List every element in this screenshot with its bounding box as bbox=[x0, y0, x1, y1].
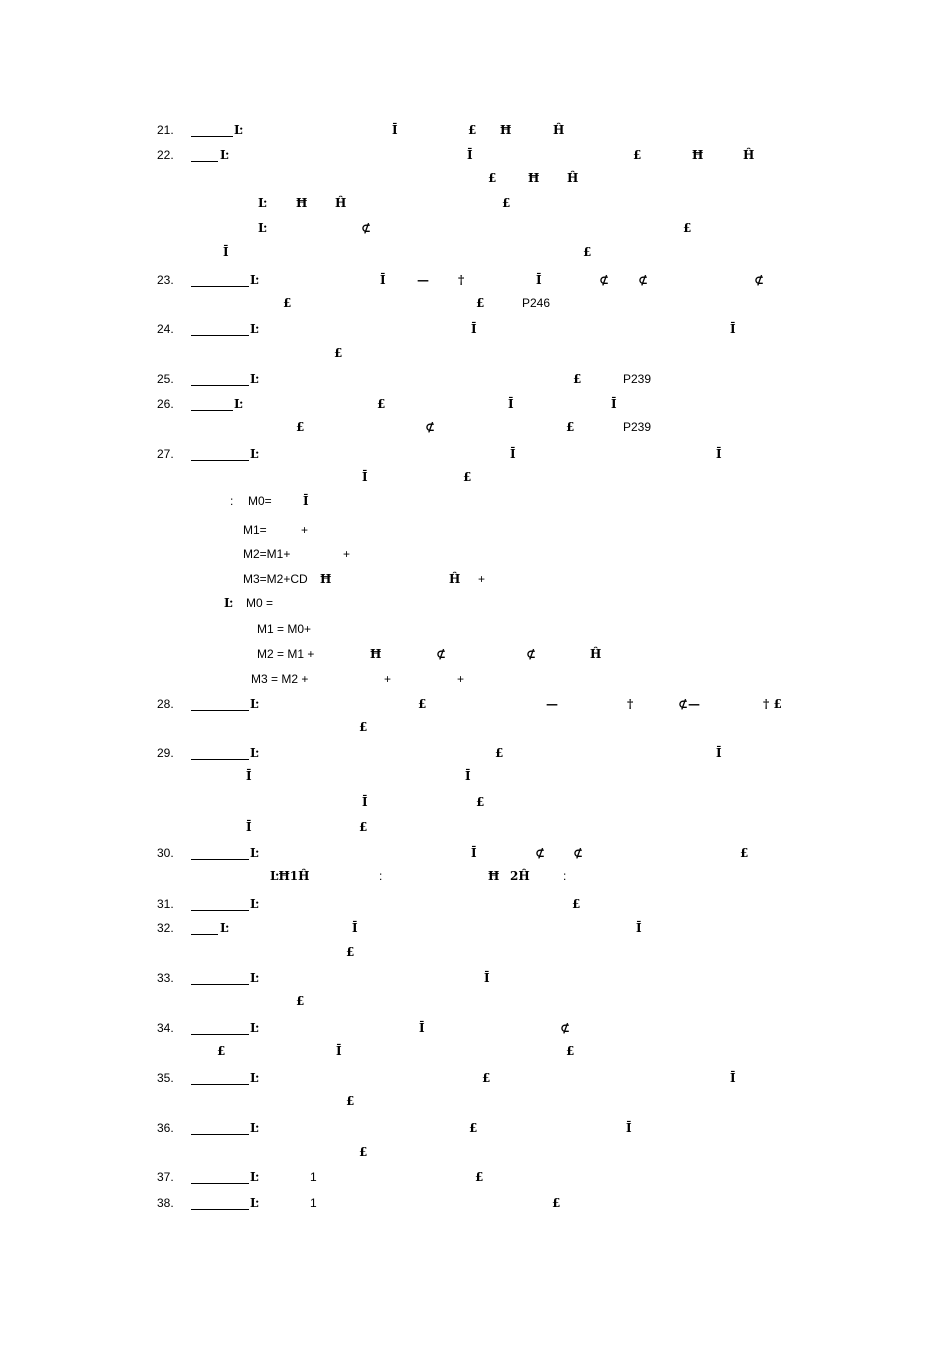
answer-blank bbox=[191, 910, 249, 911]
answer-blank bbox=[191, 759, 249, 760]
item-number: 27. bbox=[157, 447, 174, 461]
glyph: Ŀ bbox=[234, 123, 243, 137]
glyph: ĿĦ1Ĥ bbox=[270, 869, 310, 883]
glyph: Ĥ bbox=[567, 171, 579, 185]
glyph: Ħ bbox=[370, 647, 382, 661]
glyph: Ŀ bbox=[250, 1021, 259, 1035]
answer-blank bbox=[191, 410, 233, 411]
glyph: Ĥ bbox=[743, 148, 755, 162]
glyph: Ŀ bbox=[250, 697, 259, 711]
glyph: Ĥ bbox=[590, 647, 602, 661]
glyph: — bbox=[546, 697, 558, 711]
formula-text: + bbox=[457, 672, 465, 686]
glyph: Ī bbox=[419, 1021, 425, 1035]
formula-text: 1 bbox=[310, 1170, 317, 1184]
glyph: Ĥ bbox=[553, 123, 565, 137]
answer-blank bbox=[191, 934, 218, 935]
glyph: £ bbox=[334, 346, 343, 360]
glyph: Ŀ bbox=[250, 1196, 259, 1210]
item-number: 32. bbox=[157, 921, 174, 935]
item-number: 25. bbox=[157, 372, 174, 386]
glyph: Ħ bbox=[488, 869, 500, 883]
glyph: Ŀ bbox=[250, 1071, 259, 1085]
glyph: Ī bbox=[246, 769, 252, 783]
glyph: £ bbox=[475, 1170, 484, 1184]
glyph: Ŀ bbox=[250, 1121, 259, 1135]
glyph: Ī bbox=[303, 494, 309, 508]
formula-text: + bbox=[384, 672, 392, 686]
glyph: £ bbox=[502, 196, 511, 210]
formula-text: M3=M2+CD bbox=[243, 572, 308, 586]
glyph: — bbox=[417, 273, 429, 287]
glyph: ⊄ bbox=[573, 846, 584, 860]
formula-text: + bbox=[301, 523, 309, 537]
glyph: Ŀ bbox=[250, 1170, 259, 1184]
glyph: Ŀ bbox=[258, 196, 267, 210]
glyph: Ī bbox=[730, 322, 736, 336]
glyph: Ī bbox=[471, 846, 477, 860]
page-reference: P246 bbox=[522, 296, 551, 310]
glyph: £ bbox=[583, 245, 592, 259]
formula-text: M2=M1+ bbox=[243, 547, 291, 561]
answer-blank bbox=[191, 286, 249, 287]
glyph: Ŀ bbox=[258, 221, 267, 235]
glyph: † bbox=[627, 697, 634, 711]
glyph: £ bbox=[488, 171, 497, 185]
glyph: £ bbox=[296, 420, 305, 434]
formula-text: M3 = M2 + bbox=[251, 672, 309, 686]
glyph: £ bbox=[463, 470, 472, 484]
formula-text: M1 = M0+ bbox=[257, 622, 312, 636]
glyph: £ bbox=[482, 1071, 491, 1085]
glyph: £ bbox=[283, 296, 292, 310]
glyph: Ī bbox=[362, 795, 368, 809]
answer-blank bbox=[191, 1084, 249, 1085]
answer-blank bbox=[191, 984, 249, 985]
formula-text: : bbox=[230, 494, 234, 508]
glyph: Ĥ bbox=[335, 196, 347, 210]
glyph: 2Ĥ bbox=[510, 869, 530, 883]
glyph: Ī bbox=[467, 148, 473, 162]
formula-text: : bbox=[379, 869, 383, 883]
glyph: £ bbox=[359, 1145, 368, 1159]
glyph: £ bbox=[468, 123, 477, 137]
glyph: £ bbox=[740, 846, 749, 860]
glyph: Ī bbox=[536, 273, 542, 287]
item-number: 36. bbox=[157, 1121, 174, 1135]
glyph: Ī bbox=[716, 746, 722, 760]
answer-blank bbox=[191, 1183, 249, 1184]
item-number: 31. bbox=[157, 897, 174, 911]
glyph: † £ bbox=[763, 697, 782, 711]
formula-text: + bbox=[343, 547, 351, 561]
glyph: Ī bbox=[223, 245, 229, 259]
formula-text: M0= bbox=[248, 494, 272, 508]
item-number: 29. bbox=[157, 746, 174, 760]
glyph: Ħ bbox=[320, 572, 332, 586]
glyph: £ bbox=[359, 720, 368, 734]
item-number: 37. bbox=[157, 1170, 174, 1184]
glyph: Ŀ bbox=[250, 322, 259, 336]
glyph: £ bbox=[346, 1094, 355, 1108]
glyph: Ī bbox=[508, 397, 514, 411]
answer-blank bbox=[191, 710, 249, 711]
item-number: 33. bbox=[157, 971, 174, 985]
glyph: £ bbox=[683, 221, 692, 235]
answer-blank bbox=[191, 161, 218, 162]
formula-text: M0 = bbox=[246, 596, 274, 610]
glyph: Ī bbox=[636, 921, 642, 935]
item-number: 23. bbox=[157, 273, 174, 287]
answer-blank bbox=[191, 859, 249, 860]
item-number: 26. bbox=[157, 397, 174, 411]
formula-text: : bbox=[563, 869, 567, 883]
glyph: £ bbox=[552, 1196, 561, 1210]
answer-blank bbox=[191, 136, 233, 137]
glyph: Ŀ bbox=[234, 397, 243, 411]
answer-blank bbox=[191, 1034, 249, 1035]
item-number: 35. bbox=[157, 1071, 174, 1085]
glyph: £ bbox=[346, 945, 355, 959]
glyph: £ bbox=[495, 746, 504, 760]
glyph: Ŀ bbox=[220, 921, 229, 935]
glyph: Ī bbox=[362, 470, 368, 484]
glyph: Ī bbox=[465, 769, 471, 783]
glyph: Ī bbox=[336, 1044, 342, 1058]
item-number: 21. bbox=[157, 123, 174, 137]
glyph: Ŀ bbox=[224, 596, 233, 610]
glyph: Ī bbox=[484, 971, 490, 985]
item-number: 28. bbox=[157, 697, 174, 711]
glyph: £ bbox=[572, 897, 581, 911]
glyph: £ bbox=[359, 820, 368, 834]
glyph: £ bbox=[633, 148, 642, 162]
glyph: Ŀ bbox=[250, 897, 259, 911]
glyph: £ bbox=[469, 1121, 478, 1135]
glyph: † bbox=[458, 273, 465, 287]
glyph: Ŀ bbox=[250, 372, 259, 386]
glyph: Ī bbox=[510, 447, 516, 461]
answer-blank bbox=[191, 1209, 249, 1210]
glyph: Ī bbox=[352, 921, 358, 935]
glyph: Ħ bbox=[528, 171, 540, 185]
glyph: ⊄ bbox=[425, 420, 436, 434]
glyph: Ħ bbox=[692, 148, 704, 162]
glyph: ⊄ bbox=[560, 1021, 571, 1035]
glyph: Ī bbox=[730, 1071, 736, 1085]
glyph: Ī bbox=[611, 397, 617, 411]
glyph: ⊄ bbox=[535, 846, 546, 860]
glyph: Ī bbox=[471, 322, 477, 336]
glyph: Ī bbox=[380, 273, 386, 287]
glyph: ⊄— bbox=[678, 697, 701, 711]
glyph: Ŀ bbox=[250, 971, 259, 985]
glyph: £ bbox=[566, 420, 575, 434]
formula-text: + bbox=[478, 572, 486, 586]
glyph: Ŀ bbox=[250, 447, 259, 461]
glyph: Ŀ bbox=[250, 846, 259, 860]
answer-blank bbox=[191, 460, 249, 461]
glyph: ⊄ bbox=[754, 273, 765, 287]
answer-blank bbox=[191, 335, 249, 336]
glyph: £ bbox=[217, 1044, 226, 1058]
glyph: £ bbox=[377, 397, 386, 411]
glyph: £ bbox=[476, 296, 485, 310]
glyph: Ħ bbox=[296, 196, 308, 210]
glyph: Ħ bbox=[500, 123, 512, 137]
glyph: ⊄ bbox=[436, 647, 447, 661]
glyph: Ŀ bbox=[220, 148, 229, 162]
formula-text: M1= bbox=[243, 523, 267, 537]
formula-text: 1 bbox=[310, 1196, 317, 1210]
glyph: Ī bbox=[392, 123, 398, 137]
glyph: £ bbox=[476, 795, 485, 809]
answer-blank bbox=[191, 1134, 249, 1135]
glyph: ⊄ bbox=[599, 273, 610, 287]
glyph: Ī bbox=[246, 820, 252, 834]
item-number: 34. bbox=[157, 1021, 174, 1035]
glyph: ⊄ bbox=[361, 221, 372, 235]
glyph: £ bbox=[418, 697, 427, 711]
glyph: Ŀ bbox=[250, 746, 259, 760]
item-number: 22. bbox=[157, 148, 174, 162]
page-reference: P239 bbox=[623, 372, 652, 386]
formula-text: M2 = M1 + bbox=[257, 647, 315, 661]
item-number: 38. bbox=[157, 1196, 174, 1210]
glyph: ⊄ bbox=[638, 273, 649, 287]
glyph: Ī bbox=[716, 447, 722, 461]
glyph: Ī bbox=[626, 1121, 632, 1135]
item-number: 30. bbox=[157, 846, 174, 860]
glyph: £ bbox=[296, 994, 305, 1008]
item-number: 24. bbox=[157, 322, 174, 336]
glyph: £ bbox=[573, 372, 582, 386]
glyph: Ŀ bbox=[250, 273, 259, 287]
glyph: Ĥ bbox=[449, 572, 461, 586]
glyph: ⊄ bbox=[526, 647, 537, 661]
page-reference: P239 bbox=[623, 420, 652, 434]
answer-blank bbox=[191, 385, 249, 386]
glyph: £ bbox=[566, 1044, 575, 1058]
